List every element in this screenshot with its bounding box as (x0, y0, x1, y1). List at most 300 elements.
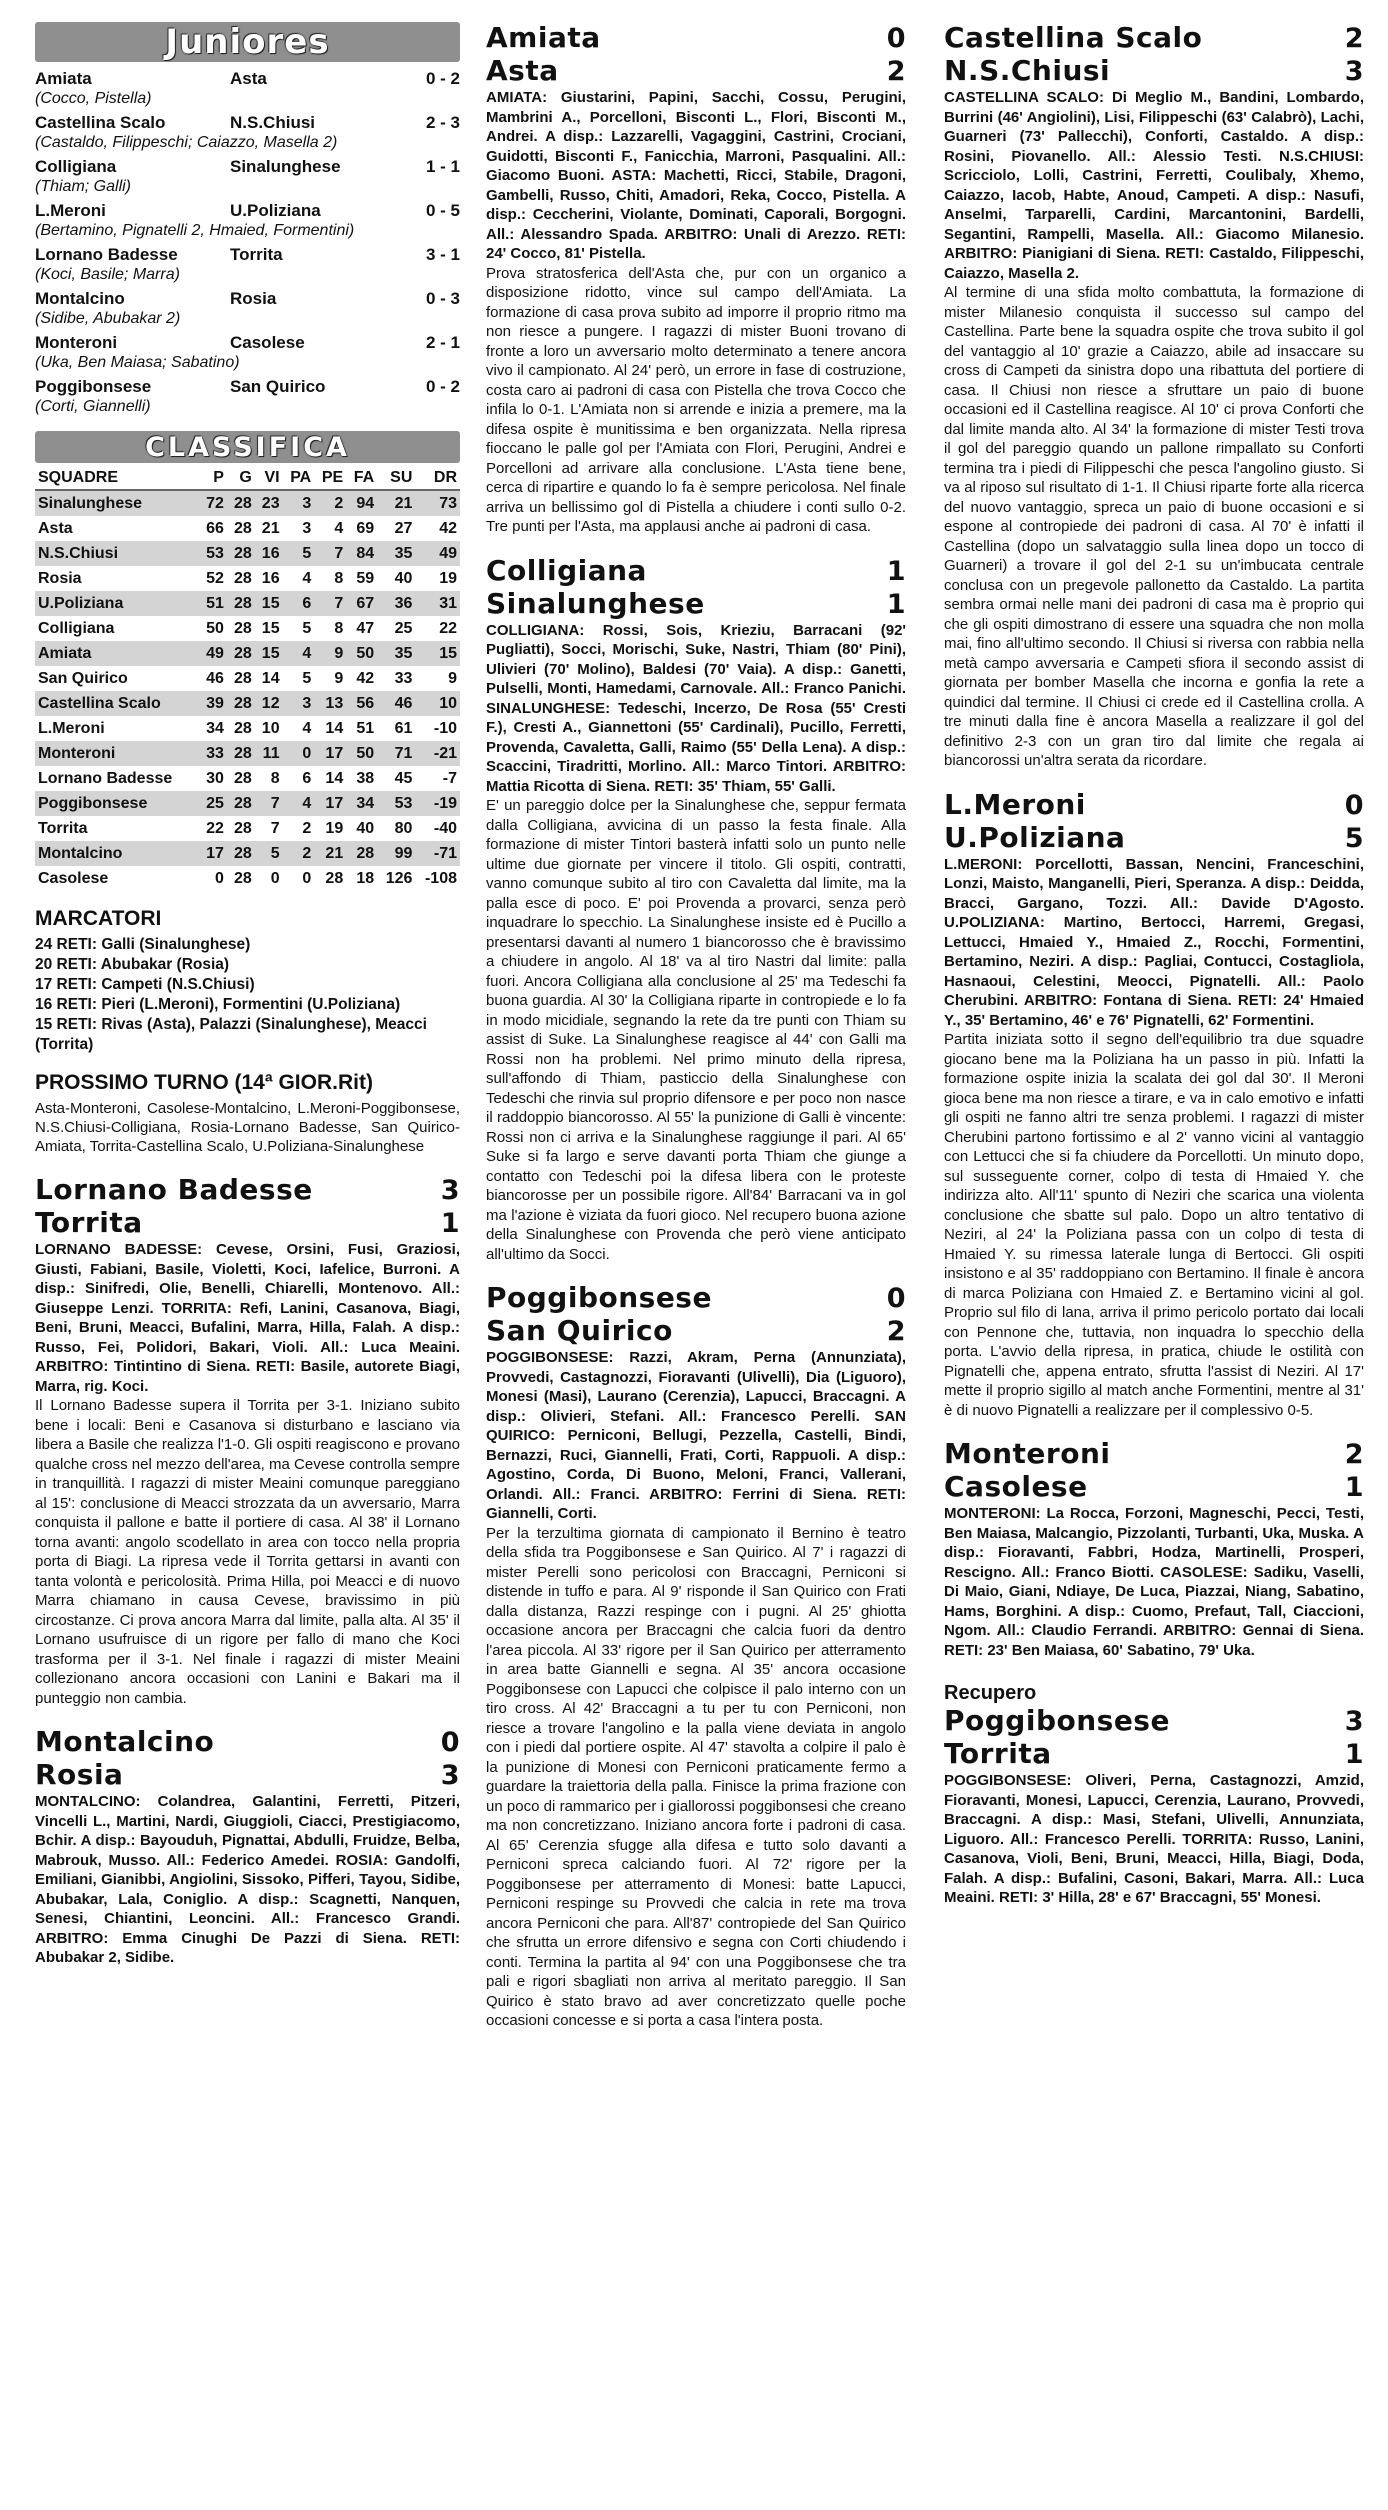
standings-cell: 59 (356, 570, 375, 587)
standings-cell: -71 (415, 841, 460, 866)
result-score: 2 - 3 (425, 113, 460, 132)
standings-cell: 46 (206, 670, 224, 687)
standings-cell: 36 (377, 591, 415, 616)
away-team-line (35, 1207, 460, 1240)
standings-cell: 56 (346, 691, 377, 716)
away-team-name: Casolese (944, 1470, 1088, 1503)
away-team-name: Asta (486, 54, 559, 87)
standings-cell: 22 (206, 820, 224, 837)
match-article (944, 1438, 1364, 1660)
standings-cell: 28 (233, 620, 252, 637)
result-away-team: San Quirico (230, 377, 326, 396)
result-away-team: Asta (230, 69, 267, 88)
away-team-score: 1 (440, 1208, 460, 1239)
standings-cell: 49 (199, 641, 227, 666)
away-team-name: San Quirico (486, 1314, 673, 1347)
standings-cell: 28 (233, 520, 252, 537)
result-score: 0 - 3 (425, 289, 460, 308)
away-team-name: Rosia (35, 1758, 124, 1791)
home-team-name: Castellina Scalo (944, 21, 1203, 54)
standings-cell: 40 (394, 570, 413, 587)
standings-cell: Amiata (35, 641, 199, 666)
standings-cell: 16 (261, 570, 280, 587)
col3-match-list (944, 22, 1364, 1660)
match-report: Partita iniziata sotto il segno dell'equilibrio tra due squadre giocano bene ma la Poliziana ha un passo in più. Infatti la formazione ospite inizia la scalata dei gol dal 30'. Il Meroni gioca bene ma non riesce a tirare, e va in calo emotivo e infatti gli ospiti ne fanno altri tre senza problemi. I ragazzi di mister Cherubini partono fortissimo e al 2' vanno vicini al vantaggio con Lettucci che si fa chiudere da Porcellotti. Un minuto dopo, sul susseguente corner, colpo di testa di Hmaied Y. che indirizza alto. All'11' spunto di Neziri che scarica una violenta conclusione che sbatte sul palo. Dopo un altro tentativo di Neziri, al 24' la Poliziana passa con un colpo di testa di Hmaied Y. su rimessa laterale lunga di Bertocci. Gli ospiti insistono e al 35' raddoppiano con Bertamino. Il finale è ancora di marca Poliziana con Hmaied Z. e Bertamino vicini al gol. Proprio sul filo di lana, arriva il primo pericolo portato dai locali con Pennone che, tuttavia, non inquadra lo specchio della porta. L'avvio della ripresa, in pratica, chiude le ostilità con Pignatelli che, appena entrato, sfrutta l'assist di Neziri. Al 17' mette il proprio sigillo al match anche Formentini, mentre al 31' è di nuovo Pignatelli a realizzare per il complessivo 0-5. (944, 1031, 1364, 1419)
standings-cell: 28 (233, 670, 252, 687)
match-report: Per la terzultima giornata di campionato il Bernino è teatro della sfida tra Poggibonsese e San Quirico. Al 7' i ragazzi di mister Perelli sono pericolosi con Braccagni, Perniconi si distende in tuffo e para. Al 9' risponde il San Quirico con Frati dalla distanza, Razzi respinge con i pugni. Al 25' ghiotta occasione ancora per Braccagni che calcia fuori da dentro l'area piccola. Al 33' rigore per il San Quirico per atterramento in area batte Giannelli e segna. Al 35' ancora occasione Poggibonsese con Lapucci che colpisce il palo interno con un tiro cross. Al 42' Braccagni a tu per tu con Perniconi, non riesce a trovare l'angolino e la palla viene deviata in angolo con i piedi dal portiere ospite. Al 47' stavolta a colpire il palo è la punizione di Monesi con Perniconi praticamente fermo a guardare la traiettoria della palla. Finisce la prima frazione con un poco di rammarico per i giallorossi poggibonsesi che creano ma non concretizzano. Iniziano ancora forte i padroni di casa. Al 65' Cerenzia sfugge alla difesa e tutto solo davanti a Perniconi spreca calciando fuori. Al 72' rigore per la Poggibonsese per atterramento di Monesi: batte Lapucci, Perniconi respinge su Provvedi che calcia in rete ma trova ancora Perniconi che para. All'87' contropiede del San Quirico che sfrutta un errore difensivo e segna con Corti chiudendo i conti. Termina la partita al 94' con una Poggibonsese che tra pali e rigori sbagliati non arriva al meritato pareggio. Il San Quirico è stato bravo ad aver concretizzato quelle poche occasioni concesse e si porta a casa l'intera posta. (486, 1524, 906, 2029)
standings-cell: 23 (255, 490, 283, 516)
col1-match-list (35, 1174, 460, 1968)
standings-cell: 3 (302, 520, 312, 537)
away-team-line (944, 55, 1364, 88)
table-row (35, 616, 460, 641)
standings-cell: 28 (233, 820, 252, 837)
standings-cell: 7 (255, 791, 283, 816)
standings-cell: 8 (334, 570, 344, 587)
standings-cell: 7 (314, 591, 346, 616)
standings-cell: 5 (302, 670, 312, 687)
standings-cell: Casolese (38, 870, 109, 887)
table-row (35, 816, 460, 841)
scorer-line: 20 RETI: Abubakar (Rosia) (35, 956, 230, 973)
match-lineups: MONTERONI: La Rocca, Forzoni, Magneschi, Pecci, Testi, Ben Maiasa, Malcangio, Pizzolanti, Turbanti, Uka, Muska. A disp.: Fioravanti, Fabbri, Hodza, Martinelli, Prosperi, Rescigno. All.: Franco Biotti. CASOLESE: Sadiku, Vaselli, Di Maio, Giani, Ndiaye, De Luca, Piazzai, Niang, Sabatino, Hams, Borghini. A disp.: Cuomo, Prefaut, Tall, Ciaccioni, Ngom. All.: Claudio Ferrandi. ARBITRO: Gennai di Siena. RETI: 23' Ben Maiasa, 60' Sabatino, 79' Uka. (944, 1505, 1364, 1659)
standings-cell: 28 (227, 591, 255, 616)
standings-header-row (35, 467, 460, 490)
result-home-team: Monteroni (35, 333, 118, 352)
standings-cell: 46 (377, 691, 415, 716)
result-scorers: (Corti, Giannelli) (35, 398, 151, 415)
result-row (35, 376, 460, 397)
result-row (35, 156, 460, 177)
result-away-team: Casolese (230, 333, 305, 352)
away-team-score: 1 (886, 588, 906, 620)
standings-cell: 8 (334, 620, 344, 637)
results-list (35, 68, 460, 417)
match-report: Il Lornano Badesse supera il Torrita per 3-1. Iniziano subito bene i locali: Beni e Casanova si disturbano e lasciano via libera a Basile che realizza l'1-0. Gli ospiti reagiscono e provano qualche cross nel mezzo dell'area, ma Cevese controlla sempre in tranquillità. I ragazzi di mister Meaini comunque pareggiano al 15': conclusione di Meacci strozzata da un avversario, Marra conquista il pallone e batte il portiere di casa. Al 38' il Lornano torna avanti: angolo scodellato in area con tocco nella propria porta di Biagi. La ripresa vede il Torrita gettarsi in avanti con tanta volontà e pericolosità. Prima Hilla, poi Meacci e di nuovo Marra chiamano in causa Cevese, bravissimo in più circostanze. Ci prova ancora Marra dal limite, palla alta. Al 35' il Lornano usufruisce di un rigore per fallo di mano che Koci trasforma per il 3-1. Nel finale i ragazzi di mister Meaini collezionano ancora occasioni con Lanini e Bakari ma il punteggio non cambia. (35, 1397, 460, 1707)
standings-cell: 99 (377, 841, 415, 866)
standings-cell: 15 (255, 591, 283, 616)
result-away-team: Rosia (230, 289, 277, 308)
home-team-line (486, 555, 906, 588)
standings-header-cell: P (199, 467, 227, 490)
scorers-list (35, 935, 460, 1055)
standings-cell: Torrita (38, 820, 88, 837)
marcatori-heading: MARCATORI (35, 907, 162, 930)
away-team-line (486, 55, 906, 88)
standings-header-cell: PA (283, 467, 315, 490)
standings-cell: 21 (377, 490, 415, 516)
standings-cell: Castellina Scalo (35, 691, 199, 716)
standings-cell: 0 (270, 870, 280, 887)
standings-cell: 34 (206, 720, 224, 737)
table-row (35, 516, 460, 541)
table-row (35, 791, 460, 816)
result-scorers: (Castaldo, Filippeschi; Caiazzo, Masella 2) (35, 134, 338, 151)
home-team-name: Monteroni (944, 1437, 1111, 1470)
standings-cell: 17 (314, 791, 346, 816)
standings-header-cell: FA (346, 467, 377, 490)
result-away-team: Torrita (230, 245, 283, 264)
standings-cell: 28 (233, 570, 252, 587)
result-scorers: (Sidibe, Abubakar 2) (35, 310, 181, 327)
standings-cell: Lornano Badesse (38, 770, 173, 787)
home-team-score: 2 (1344, 1439, 1364, 1470)
standings-cell: 7 (270, 820, 280, 837)
match-article (35, 1174, 460, 1708)
standings-cell: 28 (233, 720, 252, 737)
standings-cell: 28 (227, 641, 255, 666)
scorer-line: 16 RETI: Pieri (L.Meroni), Formentini (U.Poliziana) (35, 996, 401, 1013)
away-team-name: Torrita (35, 1206, 143, 1239)
standings-cell: 0 (283, 741, 315, 766)
standings-cell: 35 (377, 541, 415, 566)
standings-cell: 22 (439, 620, 457, 637)
standings-cell: 42 (439, 520, 457, 537)
col2-match-list (486, 22, 906, 2031)
home-team-line (486, 22, 906, 55)
home-team-score: 1 (886, 555, 906, 587)
table-row (35, 841, 460, 866)
standings-cell: 4 (283, 641, 315, 666)
home-team-score: 0 (886, 23, 906, 54)
match-article (486, 22, 906, 537)
away-team-name: Torrita (944, 1737, 1052, 1770)
table-row (35, 691, 460, 716)
result-score: 0 - 5 (425, 201, 460, 220)
standings-cell: 7 (314, 541, 346, 566)
standings-cell: 13 (314, 691, 346, 716)
standings-cell: 9 (334, 670, 344, 687)
home-team-name: Poggibonsese (486, 1281, 712, 1314)
standings-cell: -10 (433, 720, 457, 737)
home-team-line (944, 789, 1364, 822)
result-home-team: Montalcino (35, 289, 125, 308)
scorer-line: 24 RETI: Galli (Sinalunghese) (35, 936, 251, 953)
standings-cell: 4 (302, 720, 312, 737)
home-team-name: Montalcino (35, 1725, 215, 1758)
standings-cell: 8 (270, 770, 280, 787)
result-scorers: (Uka, Ben Maiasa; Sabatino) (35, 354, 240, 371)
standings-cell: 2 (283, 841, 315, 866)
result-home-team: Poggibonsese (35, 377, 152, 396)
away-team-score: 5 (1344, 822, 1364, 854)
result-scorers: (Bertamino, Pignatelli 2, Hmaied, Formentini) (35, 222, 355, 239)
standings-cell: 40 (356, 820, 375, 837)
standings-cell: 6 (283, 591, 315, 616)
away-team-score: 3 (1344, 56, 1364, 87)
standings-cell: 5 (283, 541, 315, 566)
standings-cell: 71 (377, 741, 415, 766)
match-article (486, 1282, 906, 2031)
match-article (944, 22, 1364, 771)
standings-cell: Colligiana (38, 620, 115, 637)
home-team-score: 3 (440, 1175, 460, 1206)
standings-cell: 53 (377, 791, 415, 816)
standings-cell: 42 (356, 670, 375, 687)
home-team-line (35, 1174, 460, 1207)
column-center (486, 22, 906, 2031)
table-row (35, 666, 460, 691)
standings-cell: 31 (415, 591, 460, 616)
standings-cell: 16 (255, 541, 283, 566)
standings-header-cell: DR (415, 467, 460, 490)
result-row (35, 200, 460, 221)
standings-cell: 50 (346, 641, 377, 666)
match-report: Al termine di una sfida molto combattuta, la formazione di mister Milanesio conquista il successo sul campo del Castellina. Parte bene la squadra ospite che trova subito il gol del vantaggio al 10' grazie a Caiazzo, abile ad insaccare su cross di Campeti da sinistra dopo una ribattuta del portiere di casa. Il Chiusi non riesce a sfruttare un paio di buone occasioni ed il Castellina reagisce. Al 10' ci prova Conforti che dal limite manda alto. Al 34' la formazione di mister Testi trova il gol del pareggio quando un pallone rimpallato su Conforti termina tra i piedi di Filippeschi che pesca l'angolino giusto. Si va al riposo sul risultato di 1-1. Il Chiusi riparte forte alla ricerca del nuovo vantaggio, spreca un paio di buone occasioni e si espone al contropiede dei padroni di casa. Al 70' è infatti il Castellina (dopo un salvataggio sulla linea dopo un tocco di Guarneri) a trovare il gol del 2-1 su un'imbucata centrale conclusa con un pregevole pallonetto da Castaldo. La partita sembra ormai nelle mani dei padroni di casa ma è proprio qui che gli ospiti dimostrano di essere una squadra che non molla mai, fino all'ultimo secondo. Il Chiusi si riversa con rabbia nella metà campo avversaria e Campeti sfiora il secondo assist di giornata per bomber Masella che incorna e gonfia la rete a quindici dal termine. Il Chiusi ci crede ed il Castellina crolla. A tre minuti dalla fine è ancora Masella a realizzare il gol del definitivo 2-3 con un gran tiro dal limite che regala ai biancorossi un'altra serata da ricordare. (944, 284, 1364, 769)
home-team-score: 3 (1344, 1706, 1364, 1737)
result-row (35, 288, 460, 309)
standings-cell: 67 (346, 591, 377, 616)
standings-cell: L.Meroni (38, 720, 105, 737)
standings-cell: San Quirico (38, 670, 128, 687)
standings-cell: 73 (415, 490, 460, 516)
standings-cell: 3 (283, 691, 315, 716)
table-row (35, 741, 460, 766)
result-score: 3 - 1 (425, 245, 460, 264)
standings-cell: U.Poliziana (35, 591, 199, 616)
standings-cell: 45 (394, 770, 413, 787)
result-away-team: Sinalunghese (230, 157, 341, 176)
standings-cell: 25 (394, 620, 413, 637)
standings-cell: 14 (325, 720, 344, 737)
standings-cell: Asta (38, 520, 73, 537)
result-score: 1 - 1 (425, 157, 460, 176)
standings-cell: 0 (302, 870, 312, 887)
away-team-score: 3 (440, 1760, 460, 1791)
standings-cell: Monteroni (35, 741, 199, 766)
result-score: 0 - 2 (425, 377, 460, 396)
result-away-team: N.S.Chiusi (230, 113, 316, 132)
result-home-team: Amiata (35, 69, 92, 88)
scorer-line: 17 RETI: Campeti (N.S.Chiusi) (35, 976, 255, 993)
table-row (35, 566, 460, 591)
standings-header-cell: VI (255, 467, 283, 490)
standings-cell: 49 (415, 541, 460, 566)
standings-cell: 28 (233, 770, 252, 787)
standings-cell: 10 (415, 691, 460, 716)
result-scorers: (Koci, Basile; Marra) (35, 266, 180, 283)
standings-cell: 50 (206, 620, 224, 637)
standings-cell: 4 (334, 520, 344, 537)
standings-cell: 33 (199, 741, 227, 766)
away-team-line (944, 822, 1364, 855)
match-lineups: LORNANO BADESSE: Cevese, Orsini, Fusi, Graziosi, Giusti, Fabiani, Basile, Violetti, Koci, Iafelice, Burroni. A disp.: Sinifredi, Olie, Benelli, Chiarelli, Montenovo. All.: Giuseppe Lenzi. TORRITA: Refi, Lanini, Casanova, Biagi, Beni, Bruni, Meacci, Bufalini, Marra, Hilla, Falah. A disp.: Russo, Fei, Polidori, Bakari, Violi. All.: Luca Meaini. ARBITRO: Tintintino di Siena. RETI: Basile, autorete Biagi, Marra, rig. Koci. (35, 1241, 460, 1395)
result-score: 2 - 1 (425, 333, 460, 352)
standings-cell: 66 (206, 520, 224, 537)
match-lineups: L.MERONI: Porcellotti, Bassan, Nencini, Franceschini, Lonzi, Maisto, Manganelli, Pieri, Speranza. A disp.: Deidda, Bracci, Gargano, Tozzi. All.: Davide D'Agosto. U.POLIZIANA: Martino, Bertocci, Harremi, Gregasi, Lettucci, Hmaied Y., Hmaied Z., Rocchi, Formentini, Bertamino, Neziri. A disp.: Pagliai, Contucci, Costagliola, Hasnaoui, Celestini, Meocci, Pignatelli. All.: Paolo Cherubini. ARBITRO: Fontana di Siena. RETI: 24' Hmaied Y., 35' Bertamino, 46' e 76' Pignatelli, 62' Formentini. (944, 855, 1364, 1029)
match-lineups: AMIATA: Giustarini, Papini, Sacchi, Cossu, Perugini, Mambrini A., Porcelloni, Bisconti L., Flori, Bisconti M., Andrei. A disp.: Lazzarelli, Vagaggini, Castrini, Crociani, Guidotti, Bisconti F., Fanicchia, Marroni, Pasqualini. All.: Giacomo Buoni. ASTA: Machetti, Ricci, Stabile, Dragoni, Gambelli, Russo, Chiti, Amadori, Reka, Cocco, Pistella. A disp.: Ceccherini, Violante, Dominati, Caporali, Borgogni. All.: Alessandro Spada. ARBITRO: Unali di Arezzo. RETI: 24' Cocco, 81' Pistella. (486, 89, 906, 262)
standings-cell: 38 (356, 770, 375, 787)
standings-cell: -21 (415, 741, 460, 766)
match-lineups: POGGIBONSESE: Razzi, Akram, Perna (Annunziata), Provvedi, Castagnozzi, Fioravanti (Ulivelli), Dia (Liguoro), Monesi (Masi), Laurano (Cerenzia), Lapucci, Braccagni. A disp.: Olivieri, Stefani. All.: Francesco Perelli. SAN QUIRICO: Perniconi, Bellugi, Pezzella, Castelli, Bindi, Bernazzi, Ruci, Giannelli, Frati, Corti, Rappuoli. A disp.: Agostino, Corda, Di Buono, Meloni, Franci, Vallerani, Orlandi. All.: Franci. ARBITRO: Ferrini di Siena. RETI: Giannelli, Corti. (486, 1349, 906, 1522)
home-team-score: 2 (1344, 23, 1364, 54)
standings-cell: 5 (302, 620, 312, 637)
classifica-title: CLASSIFICA (145, 431, 350, 463)
standings-cell: 14 (325, 770, 344, 787)
standings-cell: 51 (199, 591, 227, 616)
match-article-recupero (944, 1705, 1364, 1908)
home-team-line (486, 1282, 906, 1315)
match-report: E' un pareggio dolce per la Sinalunghese che, seppur fermata dalla Colligiana, avvicina di un passo la festa finale. Alla formazione di mister Tintori basterà infatti solo un punto nelle ultime due giornate per vincere il titolo. Gli ospiti, contratti, vanno comunque subito al tiro con Cavaletta dal limite, ma la palla esce di poco. E' poi Provenda a provarci, senza però inquadrare lo specchio. La Sinalunghese insiste ed è Pucillo a presentarsi davanti al numero 1 biancorosso che è bravissimo a chiudere in angolo. Al 18' va al tiro Nastri dal limite: palla fuori. Ancora Colligiana alla conclusione al 25' ma Tedeschi fa buona guardia. Al 30' la Colligiana riparte in contropiede e lo fa in modo micidiale, segnando la rete da tre punti con Thiam su assist di Suke. La Sinalunghese reagisce al 44' con Galli ma Rossi non ha problemi. Nel primo minuto della ripresa, sull'affondo di Thiam, pasticcio della Sinalunghese con Tedeschi che rinvia sul proprio difensore e per poco non nasce il raddoppio biancorosso. Al 55' la punizione di Galli è vincente: Rossi non ci arriva e la Sinalunghese raggiunge il pari. Al 65' Suke si fa largo e serve davanti porta Thiam che giunge a contatto con Tedeschi poi la difesa libera con le proteste biancorosse per un possibile rigore. All'84' Barracani va in gol ma l'azione è viziata da fuori gioco. Nel recupero buona azione della Sinalunghese con Provenda che però viene anticipato all'ultimo da Socci. (486, 797, 906, 1263)
standings-cell: 28 (227, 791, 255, 816)
standings-cell: 28 (227, 691, 255, 716)
standings-cell: 33 (394, 670, 413, 687)
standings-cell: 28 (227, 741, 255, 766)
standings-cell: -108 (424, 870, 457, 887)
standings-cell: 0 (215, 870, 224, 887)
result-home-team: Colligiana (35, 157, 117, 176)
standings-cell: Rosia (38, 570, 82, 587)
away-team-name: Sinalunghese (486, 586, 705, 620)
result-row (35, 68, 460, 89)
match-report: Prova stratosferica dell'Asta che, pur con un organico a disposizione ridotto, vince sul campo dell'Amiata. La formazione di casa prova subito ad imporre il proprio ritmo ma non riesce a pungere. I ragazzi di mister Buoni trovano di fronte a loro un avversario molto determinato a tenere ancora vivo il campionato. Al 24' però, un errore in fase di costruzione, costa caro ai padroni di casa con Pistella che trova Cocco che infila lo 0-1. L'Amiata non si arrende e inizia a premere, ma la difesa ospite è munitissima e ben organizzata. Nella ripresa fioccano le palle gol per l'Amiata con Flori, Perugini, Andrei e Porcelloni ad arrivare alla conclusione. L'Asta tiene bene, cerca di ripartire e quando lo fa è sempre pericolosa. Nel finale arriva un bellissimo gol di Pistella a chiudere i conti sullo 0-2. Tre punti per l'Asta, ma applausi anche ai padroni di casa. (486, 264, 906, 535)
result-home-team: L.Meroni (35, 201, 106, 220)
standings-cell: 53 (199, 541, 227, 566)
result-score: 0 - 2 (425, 69, 460, 88)
result-row (35, 332, 460, 353)
standings-cell: 5 (255, 841, 283, 866)
prossimo-turno-heading: PROSSIMO TURNO (14ª GIOR.Rit) (35, 1071, 373, 1094)
away-team-score: 2 (886, 1316, 906, 1347)
away-team-name: U.Poliziana (944, 820, 1126, 854)
standings-cell: 47 (356, 620, 375, 637)
result-away-team: U.Poliziana (230, 201, 321, 220)
standings-cell: 27 (394, 520, 413, 537)
standings-cell: 21 (261, 520, 280, 537)
classifica-banner (35, 431, 460, 463)
standings-cell: 9 (448, 670, 457, 687)
home-team-name: Lornano Badesse (35, 1173, 313, 1206)
juniores-banner (35, 22, 460, 62)
standings-cell: 2 (302, 820, 312, 837)
standings-cell: 69 (356, 520, 375, 537)
standings-cell: 72 (199, 490, 227, 516)
match-article (35, 1726, 460, 1968)
standings-cell: 21 (314, 841, 346, 866)
standings-cell: 52 (206, 570, 224, 587)
match-article (944, 789, 1364, 1421)
standings-header-cell: SQUADRE (35, 467, 199, 490)
away-team-line (486, 1315, 906, 1348)
standings-cell: 39 (199, 691, 227, 716)
recupero-label: Recupero (944, 1682, 1037, 1704)
home-team-line (944, 22, 1364, 55)
match-lineups: COLLIGIANA: Rossi, Sois, Krieziu, Barracani (92' Pugliatti), Socci, Morischi, Suke, Nastri, Thiam (80' Pini), Ulivieri (70' Molino), Baldesi (70' Vaia). A disp.: Ganetti, Pulselli, Monti, Hamedami, Carnovale. All.: Franco Panichi. SINALUNGHESE: Tedeschi, Incerzo, De Rosa (55' Cresti F.), Cresti A., Giannettoni (55' Cardinali), Pucillo, Ferretti, Provenda, Cavaletta, Galli, Raimo (55' Della Lena). A disp.: Scaccini, Tiradritti, Morlino. All.: Marco Tintori. ARBITRO: Mattia Ricotta di Siena. RETI: 35' Thiam, 55' Galli. (486, 621, 906, 795)
match-lineups: CASTELLINA SCALO: Di Meglio M., Bandini, Lombardo, Burrini (46' Angiolini), Lisi, Filippeschi (63' Calabrò), Lachi, Guarneri (73' Pallecchi), Conforti, Castaldo. A disp.: Rosini, Piovanello. All.: Alessio Testi. N.S.CHIUSI: Scricciolo, Lolli, Castrini, Ferretti, Coulibaly, Xhemo, Caiazzo, Iacob, Habte, Anoud, Campeti. A disp.: Nasufi, Anselmi, Tarparelli, Cardini, Marcantonini, Bardelli, Segantini, Rampelli, Masella. All.: Giacomo Milanesio. ARBITRO: Pianigiani di Siena. RETI: Castaldo, Filippeschi, Caiazzo, Masella 2. (944, 89, 1364, 282)
standings-cell: 14 (261, 670, 280, 687)
result-home-team: Lornano Badesse (35, 245, 178, 264)
away-team-name: N.S.Chiusi (944, 54, 1111, 87)
home-team-score: 0 (1344, 789, 1364, 821)
table-row (35, 541, 460, 566)
standings-cell: 35 (377, 641, 415, 666)
standings-cell: Poggibonsese (35, 791, 199, 816)
standings-cell: 12 (255, 691, 283, 716)
standings-cell: 61 (394, 720, 413, 737)
standings-cell: 4 (283, 791, 315, 816)
table-row (35, 591, 460, 616)
home-team-name: Colligiana (486, 553, 647, 587)
standings-cell: 25 (199, 791, 227, 816)
standings-cell: 28 (346, 841, 377, 866)
standings-cell: 126 (385, 870, 413, 887)
table-row (35, 490, 460, 516)
column-right (944, 22, 1364, 1908)
standings-cell: 10 (261, 720, 280, 737)
standings-cell: 19 (439, 570, 457, 587)
away-team-score: 1 (1344, 1472, 1364, 1503)
standings-cell: 94 (346, 490, 377, 516)
home-team-score: 0 (440, 1727, 460, 1758)
standings-cell: 28 (325, 870, 344, 887)
home-team-score: 0 (886, 1283, 906, 1314)
standings-cell: -40 (433, 820, 457, 837)
match-lineups: MONTALCINO: Colandrea, Galantini, Ferretti, Pitzeri, Vincelli L., Martini, Nardi, Giuggioli, Ciacci, Prestigiacomo, Bchir. A disp.: Bayouduh, Pignattai, Abdulli, Fruidze, Belba, Mabrouk, Musso. All.: Federico Amedei. ROSIA: Gandolfi, Emiliani, Gianibbi, Angiolini, Sissoko, Pifferi, Tayou, Sidibe, Abubakar, Lala, Coniglio. A disp.: Scagnetti, Nanquen, Senesi, Chiantini, Leoncini. All.: Francesco Grandi. ARBITRO: Emma Cinughi De Pazzi di Siena. RETI: Abubakar 2, Sidibe. (35, 1793, 460, 1966)
standings-cell: -7 (442, 770, 457, 787)
result-row (35, 244, 460, 265)
standings-cell: 17 (314, 741, 346, 766)
scorer-line: 15 RETI: Rivas (Asta), Palazzi (Sinalunghese), Meacci (Torrita) (35, 1016, 427, 1053)
standings-cell: 19 (325, 820, 344, 837)
standings-header-cell: SU (377, 467, 415, 490)
column-left (35, 22, 460, 1968)
result-scorers: (Thiam; Galli) (35, 178, 132, 195)
match-lineups: POGGIBONSESE: Oliveri, Perna, Castagnozzi, Amzid, Fioravanti, Monesi, Lapucci, Cerenzia, Laurano, Provvedi, Braccagni. A disp.: Masi, Stefani, Ulivelli, Annunziata, Liguoro. All.: Francesco Perelli. TORRITA: Russo, Lanini, Casanova, Violi, Beni, Bruni, Meacci, Hilla, Biagi, Doda, Falah. A disp.: Bufalini, Casoni, Bakari, Marra. All.: Luca Meaini. RETI: 3' Hilla, 28' e 67' Braccagni, 55' Monesi. (944, 1772, 1364, 1906)
prossimo-turno-text: Asta-Monteroni, Casolese-Montalcino, L.Meroni-Poggibonsese, N.S.Chiusi-Colligiana, Rosia-Lornano Badesse, San Quirico-Amiata, Torrita-Castellina Scalo, U.Poliziana-Sinalunghese (35, 1100, 460, 1155)
standings-cell: 15 (415, 641, 460, 666)
standings-cell: 28 (227, 490, 255, 516)
home-team-line (35, 1726, 460, 1759)
away-team-line (486, 588, 906, 621)
table-row (35, 866, 460, 891)
standings-cell: -19 (415, 791, 460, 816)
standings-cell: 6 (302, 770, 312, 787)
standings-cell: 30 (206, 770, 224, 787)
home-team-name: Amiata (486, 21, 601, 54)
table-row (35, 766, 460, 791)
standings-cell: 84 (346, 541, 377, 566)
standings-cell: N.S.Chiusi (35, 541, 199, 566)
result-scorers: (Cocco, Pistella) (35, 90, 152, 107)
result-home-team: Castellina Scalo (35, 113, 166, 132)
standings-cell: Montalcino (35, 841, 199, 866)
standings-cell: 11 (255, 741, 283, 766)
standings-cell: 34 (346, 791, 377, 816)
standings-cell: 17 (199, 841, 227, 866)
standings-cell: 15 (255, 641, 283, 666)
standings-cell: 4 (302, 570, 312, 587)
away-team-line (944, 1738, 1364, 1771)
standings-header-cell: G (227, 467, 255, 490)
result-row (35, 112, 460, 133)
standings-table (35, 467, 460, 891)
standings-cell: 51 (356, 720, 375, 737)
away-team-line (944, 1471, 1364, 1504)
standings-header-cell: PE (314, 467, 346, 490)
standings-cell: 28 (233, 870, 252, 887)
away-team-line (35, 1759, 460, 1792)
home-team-name: Poggibonsese (944, 1704, 1170, 1737)
away-team-score: 1 (1344, 1739, 1364, 1770)
standings-cell: Sinalunghese (35, 490, 199, 516)
home-team-line (944, 1438, 1364, 1471)
standings-cell: 50 (346, 741, 377, 766)
standings-cell: 9 (314, 641, 346, 666)
home-team-name: L.Meroni (944, 787, 1086, 821)
standings-cell: 28 (227, 841, 255, 866)
match-article (486, 555, 906, 1265)
standings-cell: 18 (356, 870, 375, 887)
